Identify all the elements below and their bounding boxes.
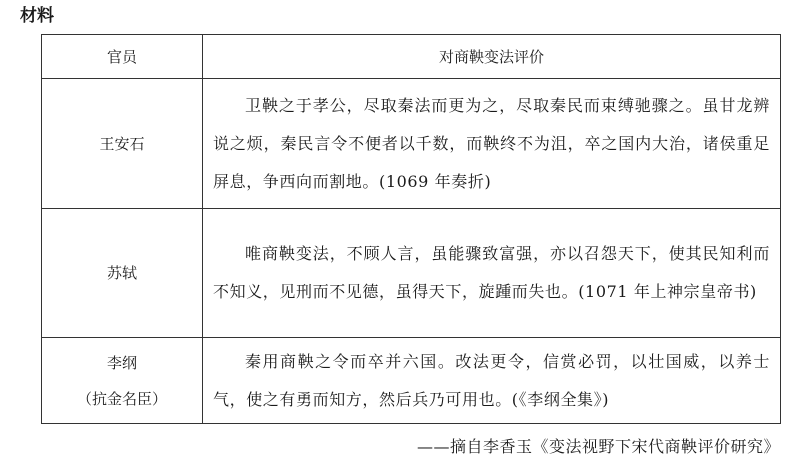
official-cell bbox=[42, 338, 203, 424]
official-name: 苏轼 bbox=[106, 264, 137, 282]
official-cell bbox=[42, 209, 203, 338]
official-cell bbox=[42, 79, 203, 209]
evaluation-text: 秦用商鞅之令而卒并六国。改法更令，信赏必罚，以壮国威，以养士气，使之有勇而知方，然后兵乃可用也。(《李纲全集》) bbox=[213, 351, 770, 409]
source-citation: ——摘自李香玉《变法视野下宋代商鞅评价研究》 bbox=[416, 437, 780, 456]
evaluation-text: 唯商鞅变法，不顾人言，虽能骤致富强，亦以召怨天下，使其民知利而不知义，见刑而不见德，虽得天下，旋踵而失也。(1071 年上神宗皇帝书) bbox=[213, 244, 770, 301]
evaluation-text: 卫鞅之于孝公，尽取秦法而更为之，尽取秦民而束缚驰骤之。虽甘龙辨说之烦，秦民言令不便者以千数，而鞅终不为沮，卒之国内大治，诸侯重足屏息，争西向而割地。(1069 年奏折) bbox=[213, 95, 770, 191]
official-note: （抗金名臣） bbox=[76, 389, 167, 408]
table-row bbox=[42, 209, 781, 338]
table-row bbox=[42, 338, 781, 424]
evaluation-cell bbox=[203, 338, 781, 424]
header-evaluation: 对商鞅变法评价 bbox=[203, 35, 781, 79]
table-row bbox=[42, 79, 781, 209]
official-name: 王安石 bbox=[99, 134, 145, 153]
header-official: 官员 bbox=[42, 35, 203, 79]
evaluation-cell bbox=[203, 79, 781, 209]
material-heading: 材料 bbox=[20, 6, 54, 26]
evaluation-cell bbox=[203, 209, 781, 338]
table-header-row bbox=[42, 35, 781, 79]
evaluation-table bbox=[41, 34, 781, 424]
official-name: 李纲 bbox=[106, 353, 137, 372]
